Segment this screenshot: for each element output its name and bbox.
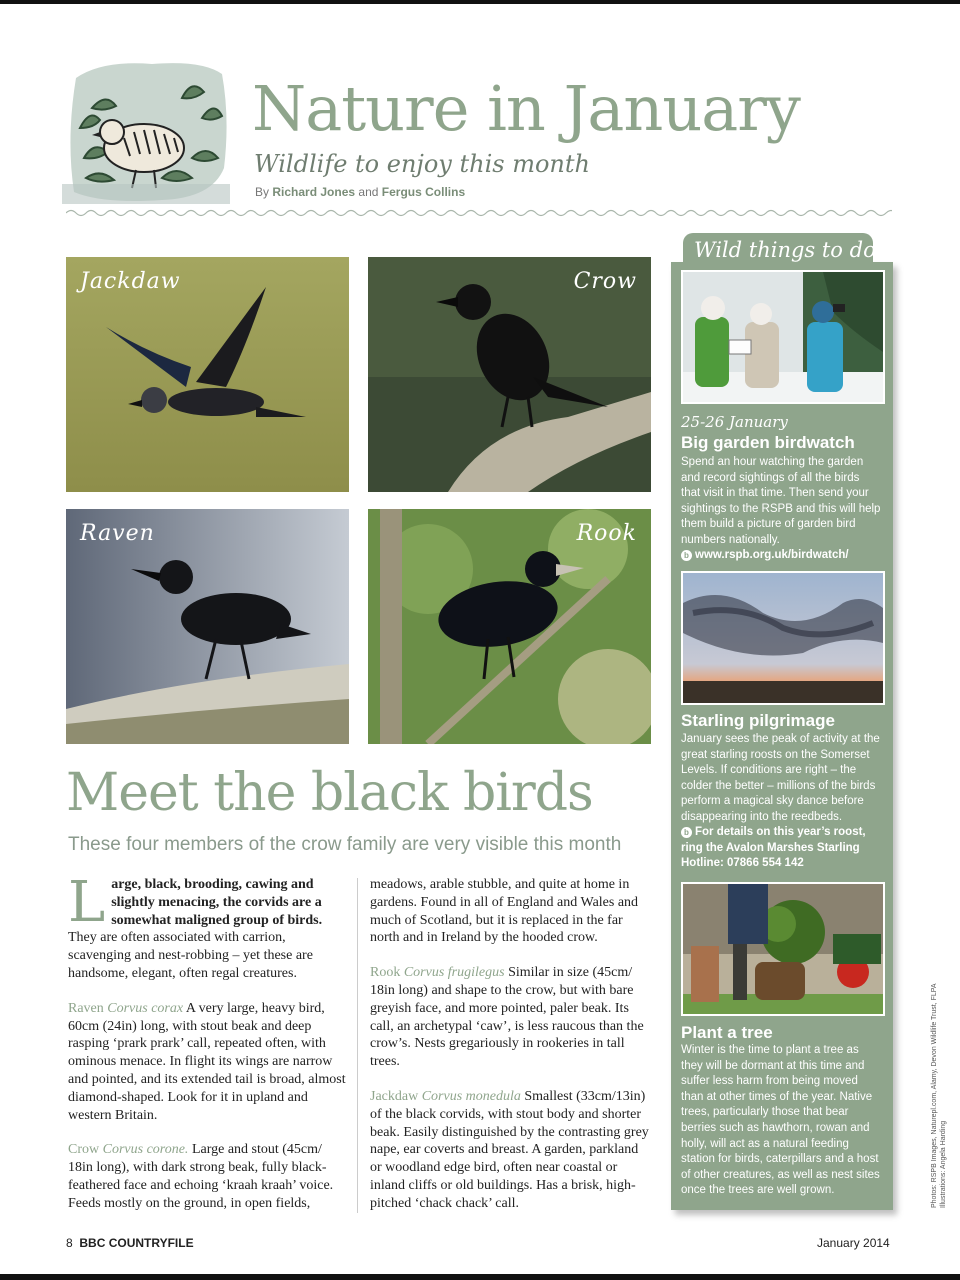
photo-label: Crow (573, 269, 637, 294)
photo-label: Rook (576, 521, 637, 546)
birdwatch-photo (681, 270, 885, 404)
event-title: Plant a tree (681, 1023, 773, 1042)
event-title: Starling pilgrimage (681, 711, 835, 730)
species-text: Similar in size (45cm/ 18in long) and shape to the crow, but with bare greyish face, and more pointed, paler beak. Its call, an archetypal ‘caw’, is less raucous than the crow’s. Nests gregariously in rookeries in tall trees. (370, 965, 644, 1070)
crow-photo (368, 257, 651, 492)
page-title: Nature in January (252, 72, 800, 145)
species-name: Raven (68, 1000, 104, 1016)
species-text: meadows, arable stubble, and quite at home in gardens. Found in all of England and Wales and much of Scotland, but it is replaced in the far north and in Ireland by the hooded crow. (370, 877, 639, 946)
byline-prefix: By (255, 185, 270, 199)
column-divider (357, 878, 358, 1213)
event-body: January sees the peak of activity at the great starling roosts on the Somerset Levels. If conditions are right – the colder the better – millions of the birds perform a magical sky dance before disappearing into the reedbeds. (681, 733, 880, 823)
page-number: 8 (66, 1236, 73, 1250)
author-name: Fergus Collins (381, 185, 466, 199)
photo-label: Jackdaw (80, 269, 181, 294)
species-text: A very large, heavy bird, 60cm (24in) long, with stout beak and deep rasping ‘prark prark’ call, repeated often, with ominous menace. In flight its wings are narrow and pointed, and its extended tail is broad, almost diamond-shaped. Look for it in upland and western Britain. (68, 1000, 346, 1123)
event-body: Spend an hour watching the garden and record sightings of all the birds that visit in that time. Then send your sightings to the RSPB and this will help them build a picture of garden bird numbers nationally. (681, 456, 881, 546)
event-date: 25-26 January (681, 413, 788, 431)
species-latin: Corvus monedula (421, 1088, 521, 1104)
wavy-divider (66, 206, 892, 220)
article-column-1 (68, 870, 348, 1230)
event-title: Big garden birdwatch (681, 433, 855, 452)
event-body: Winter is the time to plant a tree as they will be dormant at this time and suffer less harm from being moved than at other times of the year. Native trees, particularly those that bear berries such as hawthorn, rowan and holly, will act as a natural feeding station for birds, caterpillars and a host of other creatures, as well as nest sites once the trees are well grown. (681, 1044, 880, 1197)
species-latin: Corvus corone. (102, 1142, 189, 1158)
byline-and: and (358, 185, 379, 199)
photo-credits (930, 983, 948, 1208)
event-link-text[interactable]: www.rspb.org.uk/birdwatch/ (695, 549, 849, 561)
species-text: Large and stout (45cm/ 18in long), with dark strong beak, fully black-feathered face and echoing ‘kraah kraah’ voice. Feeds mostly on the ground, in open fields, (68, 1142, 334, 1211)
event-link-text[interactable]: For details on this year’s roost, ring the Avalon Marshes Starling Hotline: 07866 554 142 (681, 826, 866, 870)
jackdaw-photo (66, 257, 349, 492)
magazine-name: BBC COUNTRYFILE (79, 1236, 194, 1250)
sidebar-tab-label: Wild things to do... (694, 238, 896, 262)
intro-bold: arge, black, brooding, cawing and slightly menacing, the corvids are a somewhat maligned group of birds. (111, 877, 323, 928)
starling-photo (681, 571, 885, 705)
species-text: Smallest (33cm/13in) of the black corvids, with stout body and shorter beak. Easily distinguished by the contrasting grey nape, ear coverts and breast. A garden, parkland or woodland edge bird, often near coastal or inland cliffs or old buildings. Has a brisk, high-pitched ‘chack chack’ call. (370, 1088, 649, 1211)
author-name: Richard Jones (272, 185, 356, 199)
issue-date: January 2014 (817, 1236, 890, 1250)
credit-line: Illustrations: Angela Harding (940, 1120, 947, 1208)
web-icon: b (681, 550, 692, 561)
species-name: Crow (68, 1142, 100, 1158)
species-latin: Corvus frugilegus (403, 965, 505, 981)
raven-photo (66, 509, 349, 744)
species-name: Rook (370, 965, 401, 981)
bottom-border (0, 1274, 960, 1280)
article-standfirst: These four members of the crow family are very visible this month (68, 834, 622, 855)
species-name: Jackdaw (370, 1088, 419, 1104)
web-icon: b (681, 827, 692, 838)
drop-cap: L (68, 870, 106, 935)
photo-label: Raven (80, 521, 155, 546)
article-column-2 (370, 876, 650, 1230)
species-latin: Corvus corax (107, 1000, 184, 1016)
article-headline: Meet the black birds (66, 763, 593, 823)
page-subtitle: Wildlife to enjoy this month (254, 150, 590, 178)
rook-photo (368, 509, 651, 744)
byline (255, 185, 465, 199)
event-link[interactable] (681, 548, 881, 564)
page-footer-left (66, 1236, 194, 1250)
top-border (0, 0, 960, 4)
event-link[interactable] (681, 825, 881, 872)
partridge-illustration (62, 58, 230, 204)
credit-line: Photos: RSPB Images, Naturepl.com, Alamy, Devon Wildlife Trust, FLPA (931, 983, 938, 1208)
tree-planting-photo (681, 882, 885, 1016)
intro-text: They are often associated with carrion, scavenging and nest-robbing – yet these are handsome, elegant, often regal creatures. (68, 930, 313, 981)
